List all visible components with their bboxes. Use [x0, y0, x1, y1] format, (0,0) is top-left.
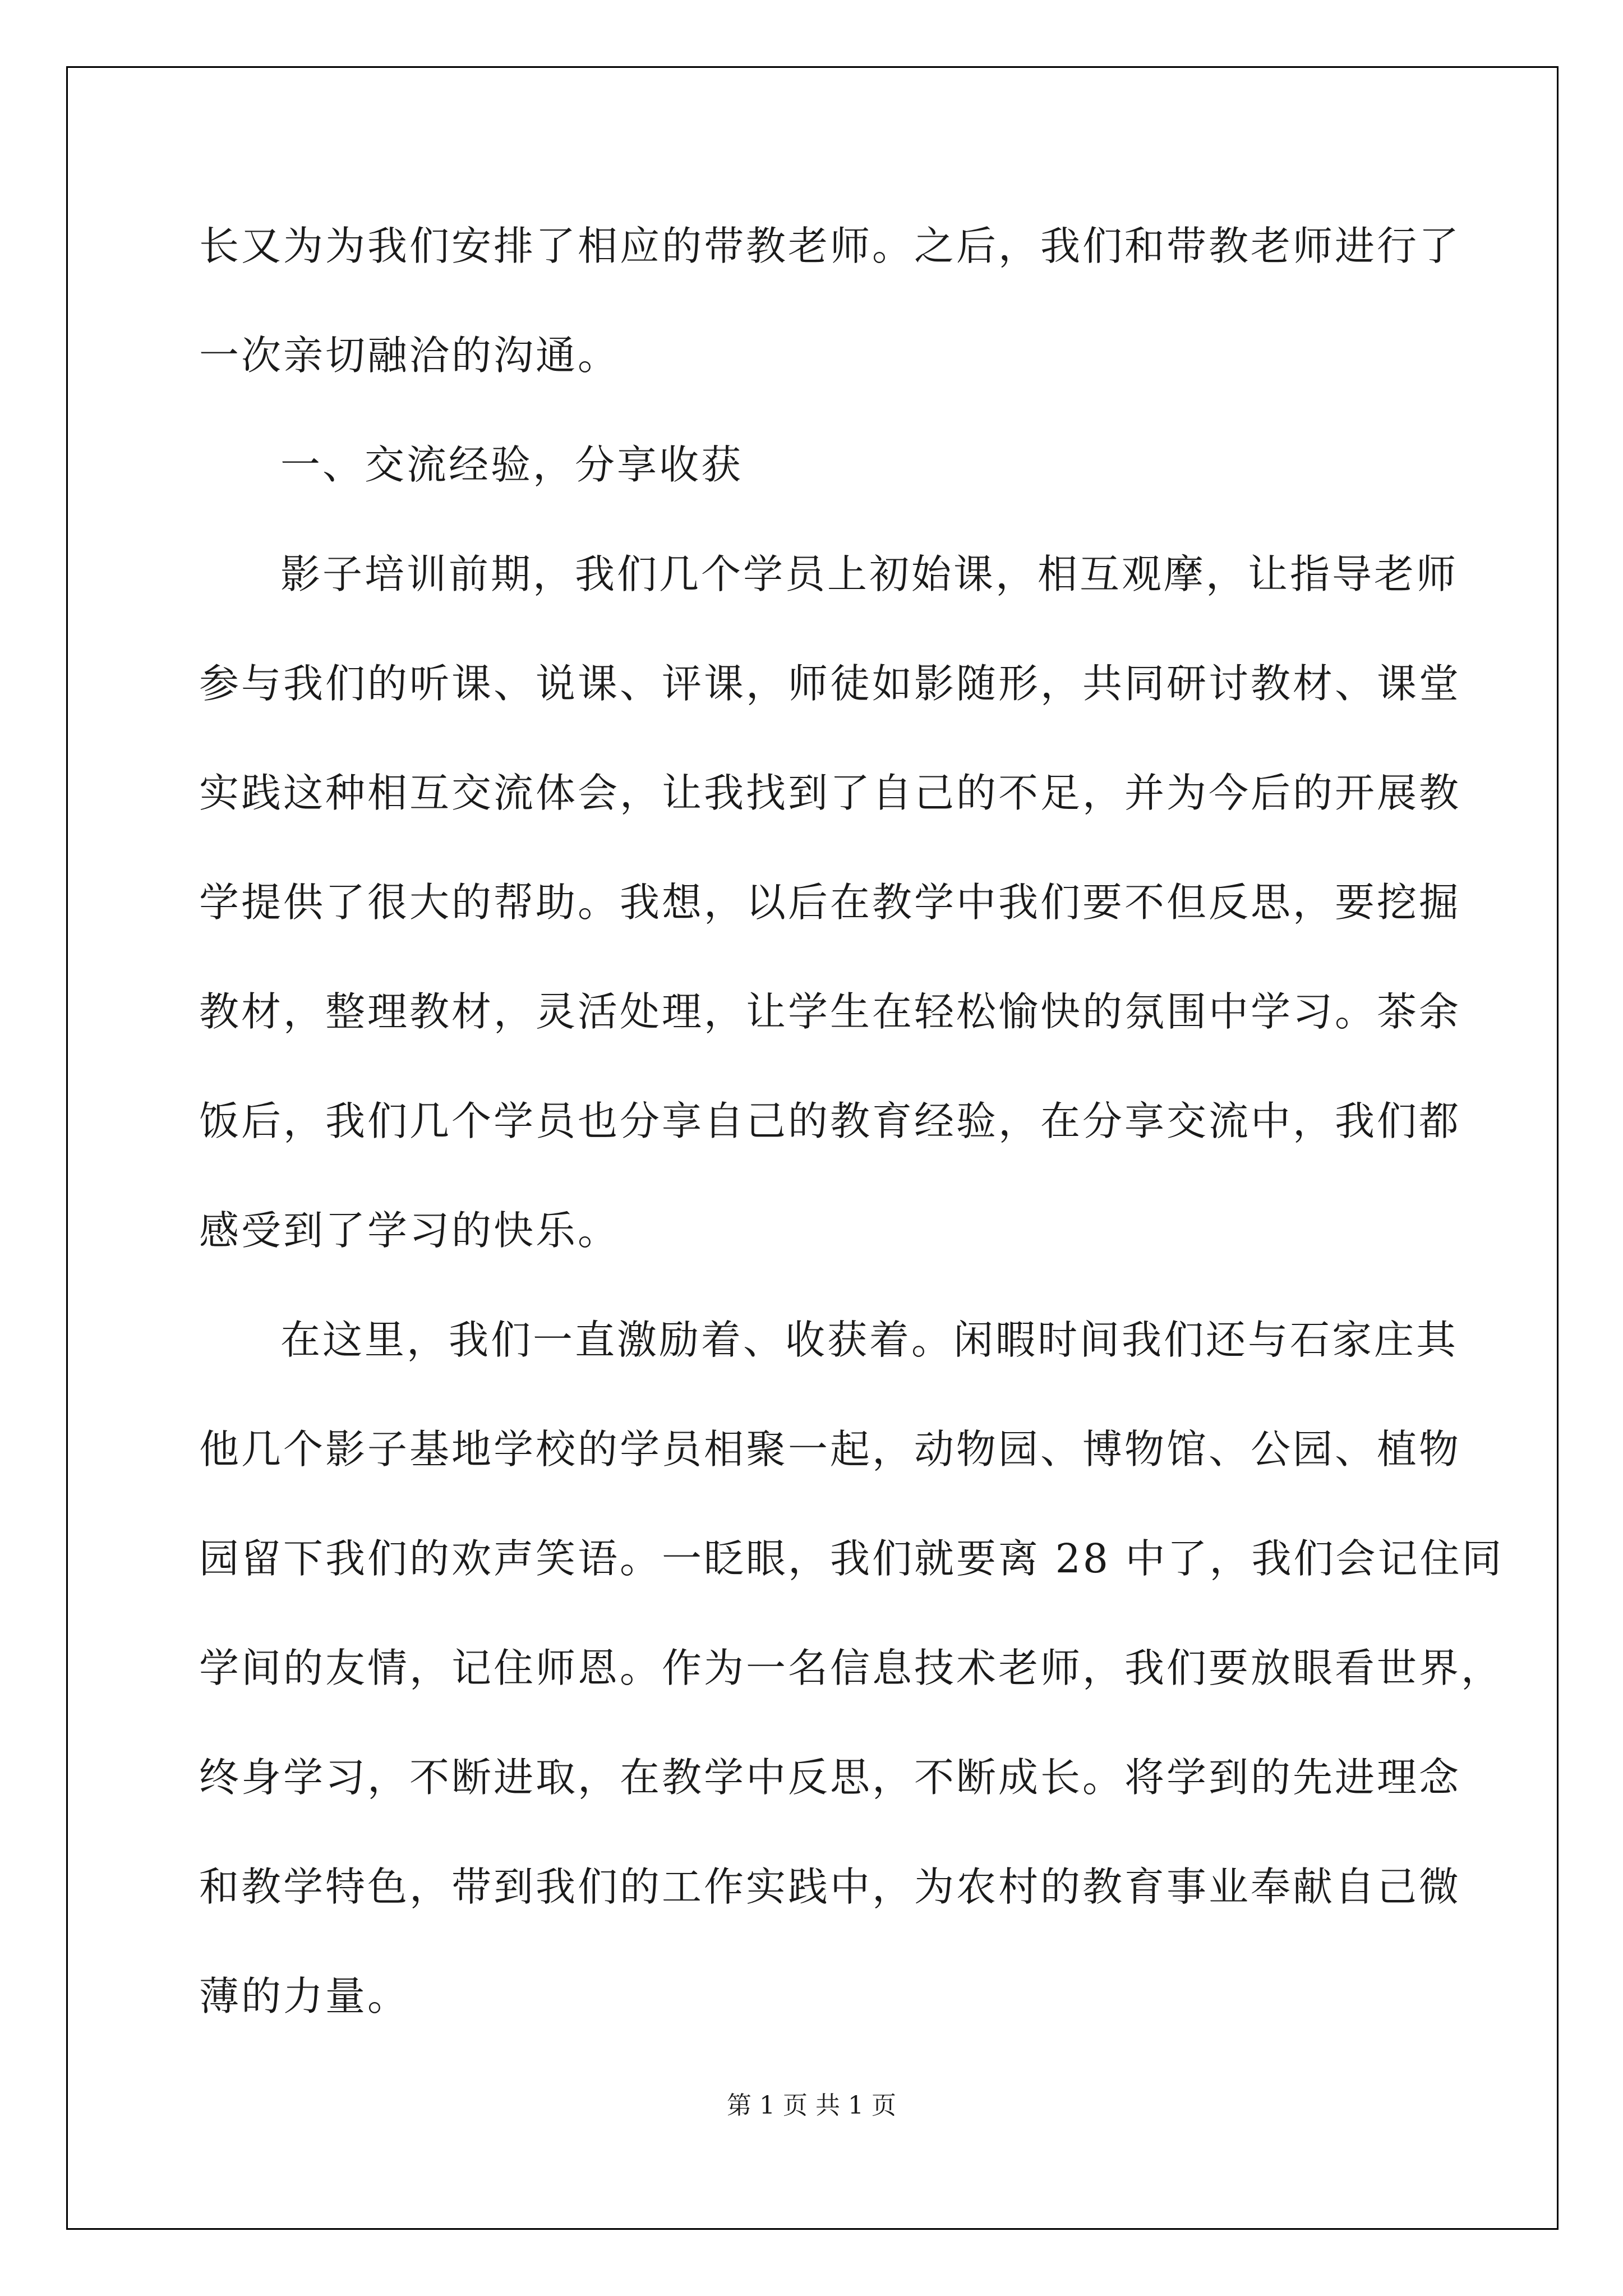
text-line: 教材，整理教材，灵活处理，让学生在轻松愉快的氛围中学习。茶余 — [199, 988, 1461, 1035]
text-line: 学间的友情，记住师恩。作为一名信息技术老师，我们要放眼看世界， — [199, 1645, 1504, 1691]
text-line: 在这里，我们一直激励着、收获着。闲暇时间我们还与石家庄其 — [280, 1317, 1459, 1363]
text-line: 园留下我们的欢声笑语。一眨眼，我们就要离 28 中了，我们会记住同 — [199, 1535, 1504, 1582]
text-line: 学提供了很大的帮助。我想，以后在教学中我们要不但反思，要挖掘 — [199, 879, 1461, 926]
text-line: 他几个影子基地学校的学员相聚一起，动物园、博物馆、公园、植物 — [199, 1426, 1461, 1473]
text-line: 长又为为我们安排了相应的带教老师。之后，我们和带教老师进行了 — [199, 223, 1461, 269]
text-line: 实践这种相互交流体会，让我找到了自己的不足，并为今后的开展教 — [199, 770, 1461, 816]
text-line: 感受到了学习的快乐。 — [199, 1207, 620, 1254]
text-line: 参与我们的听课、说课、评课，师徒如影随形，共同研讨教材、课堂 — [199, 660, 1461, 707]
text-line: 一次亲切融洽的沟通。 — [199, 332, 620, 379]
text-line: 终身学习，不断进取，在教学中反思，不断成长。将学到的先进理念 — [199, 1754, 1461, 1801]
text-line: 影子培训前期，我们几个学员上初始课，相互观摩，让指导老师 — [280, 551, 1459, 597]
page-number-footer: 第 1 页 共 1 页 — [727, 2091, 896, 2120]
text-line: 薄的力量。 — [199, 1973, 410, 2019]
text-line: 饭后，我们几个学员也分享自己的教育经验，在分享交流中，我们都 — [199, 1098, 1461, 1144]
text-line: 和教学特色，带到我们的工作实践中，为农村的教育事业奉献自己微 — [199, 1864, 1461, 1910]
section-heading: 一、交流经验，分享收获 — [280, 441, 744, 488]
